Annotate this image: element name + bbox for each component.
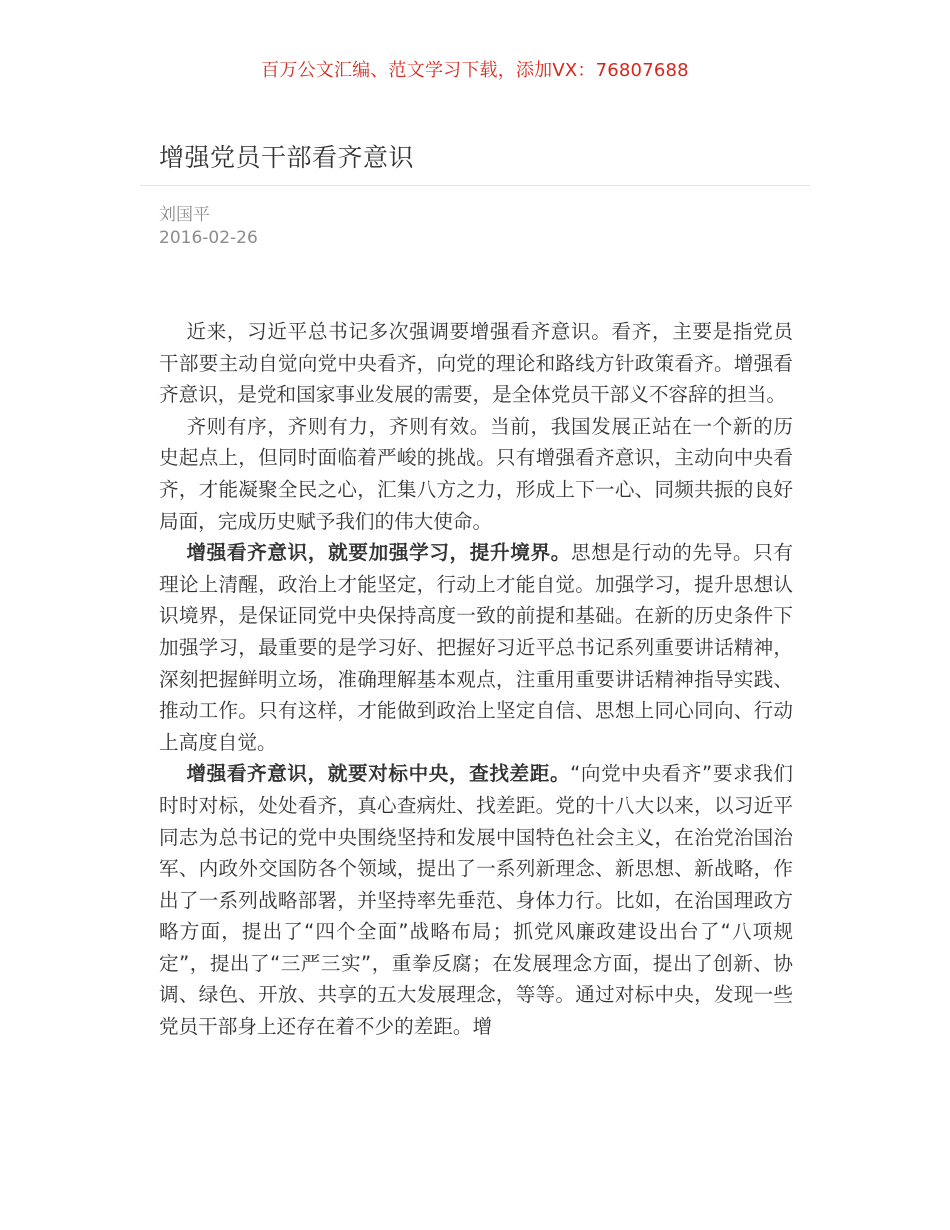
paragraph-text: 思想是行动的先导。只有理论上清醒，政治上才能坚定，行动上才能自觉。加强学习，提升思想认识境界，是保证同党中央保持高度一致的前提和基础。在新的历史条件下加强学习，最重要的是学习好、把握好习近平总书记系列重要讲话精神，深刻把握鲜明立场，准确理解基本观点，注重用重要讲话精神指导实践、推动工作。只有这样，才能做到政治上坚定自信、思想上同心同向、行动上高度自觉。 xyxy=(159,541,794,754)
paragraph xyxy=(159,537,793,758)
paragraph-lead: 增强看齐意识，就要对标中央，查找差距。 xyxy=(186,762,571,786)
paragraph-text: 近来，习近平总书记多次强调要增强看齐意识。看齐，主要是指党员干部要主动自觉向党中央看齐，向党的理论和路线方针政策看齐。增强看齐意识，是党和国家事业发展的需要，是全体党员干部义不容辞的担当。 xyxy=(159,320,793,407)
paragraph xyxy=(159,758,793,1042)
paragraph-text: 齐则有序，齐则有力，齐则有效。当前，我国发展正站在一个新的历史起点上，但同时面临着严峻的挑战。只有增强看齐意识，主动向中央看齐，才能凝聚全民之心，汇集八方之力，形成上下一心、同频共振的良好局面，完成历史赋予我们的伟大使命。 xyxy=(159,414,793,533)
article-meta xyxy=(159,204,258,250)
article-body xyxy=(159,316,793,1043)
title-divider xyxy=(140,185,810,186)
paragraph-lead: 增强看齐意识，就要加强学习，提升境界。 xyxy=(186,541,572,565)
publish-date: 2016-02-26 xyxy=(159,228,258,248)
author-name: 刘国平 xyxy=(159,205,210,225)
article-title: 增强党员干部看齐意识 xyxy=(159,143,415,172)
paragraph xyxy=(159,411,793,537)
paragraph-text: “向党中央看齐”要求我们时时对标，处处看齐，真心查病灶、找差距。党的十八大以来，以习近平同志为总书记的党中央围绕坚持和发展中国特色社会主义，在治党治国治军、内政外交国防各个领域，提出了一系列新理念、新思想、新战略，作出了一系列战略部署，并坚持率先垂范、身体力行。比如，在治国理政方略方面，提出了“四个全面”战略布局；抓党风廉政建设出台了“八项规定”，提出了“三严三实”，重拳反腐；在发展理念方面，提出了创新、协调、绿色、开放、共享的五大发展理念，等等。通过对标中央，发现一些党员干部身上还存在着不少的差距。增 xyxy=(159,762,793,1039)
paragraph xyxy=(159,316,793,411)
promo-banner: 百万公文汇编、范文学习下载，添加VX：76807688 xyxy=(261,60,689,81)
